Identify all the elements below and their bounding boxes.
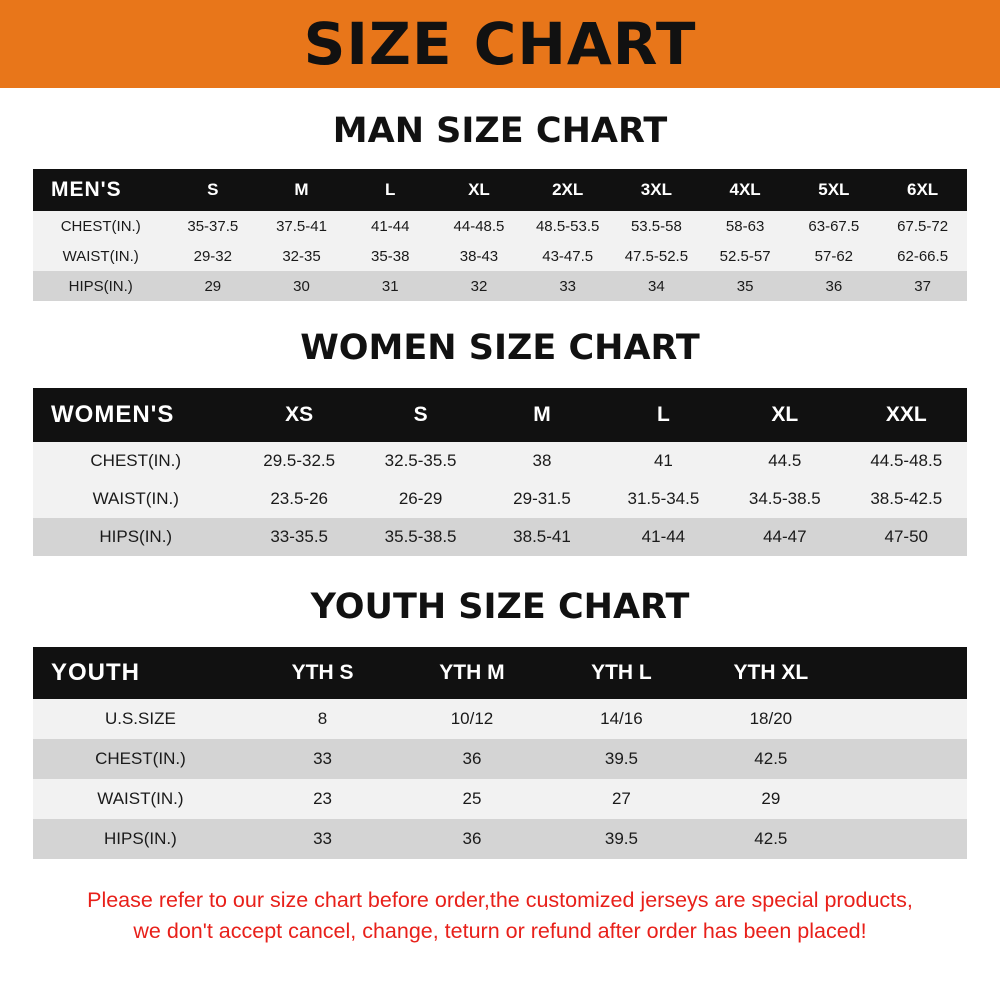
table-cell: 41 [653,451,673,470]
table-cell: 42.5 [754,749,788,768]
table-cell: 39.5 [604,749,638,768]
table-cell: 35-38 [371,247,410,265]
table-cell: 36 [825,277,843,295]
table-cell: 38.5-42.5 [870,489,943,508]
row-label: WAIST(IN.) [62,247,139,265]
table-cell: 41-44 [371,217,410,235]
table-cell: 44.5-48.5 [870,451,943,470]
table-cell: 23.5-26 [270,489,329,508]
table-cell: 38.5-41 [513,527,571,546]
row-label: WAIST(IN.) [97,789,184,808]
table-cell: 34 [648,277,665,295]
table-cell-empty [846,739,967,779]
table-cell: 30 [293,277,310,295]
table-cell: 37 [914,277,931,295]
women-size-table [33,388,967,556]
table-cell: 41-44 [641,527,686,546]
youth-header-cell: YTH S [291,661,354,684]
table-row [33,518,967,556]
youth-header-cell: YTH L [591,661,652,684]
women-header-cell: M [533,403,551,426]
youth-section-title: YOUTH SIZE CHART [310,587,690,627]
table-cell: 36 [462,749,482,768]
youth-header-cell: YTH M [439,661,505,684]
table-row [33,779,967,819]
table-cell: 8 [317,709,328,728]
man-header-cell: 5XL [818,180,850,199]
youth-header-cell: YOUTH [51,659,140,686]
table-cell: 14/16 [600,709,643,728]
table-cell: 39.5 [604,829,638,848]
table-cell: 35.5-38.5 [384,527,457,546]
table-cell-empty [846,819,967,859]
table-cell: 38-43 [459,247,499,265]
women-table-wrap [0,388,1000,556]
table-cell: 34.5-38.5 [748,489,821,508]
table-cell: 53.5-58 [630,217,682,235]
table-cell: 33 [313,829,332,848]
table-cell: 18/20 [749,709,793,728]
table-row [33,241,967,271]
table-cell: 47.5-52.5 [624,247,689,265]
footer-note [0,885,1000,946]
women-header-cell: WOMEN'S [51,401,175,428]
man-section-title: MAN SIZE CHART [332,111,668,151]
table-cell: 37.5-41 [276,217,327,235]
man-header-cell: 2XL [552,180,584,199]
table-cell: 23 [313,789,332,808]
table-cell: 47-50 [884,527,928,546]
row-label: CHEST(IN.) [95,749,186,768]
youth-header-spacer [846,647,967,699]
youth-table-wrap [0,647,1000,859]
table-cell: 58-63 [725,217,765,235]
table-cell: 44-47 [763,527,807,546]
row-label: CHEST(IN.) [90,451,182,470]
table-cell: 33-35.5 [270,527,329,546]
table-cell: 10/12 [450,709,494,728]
women-header-cell: L [656,403,670,426]
man-header-cell: S [207,180,219,199]
table-cell: 67.5-72 [897,217,949,235]
table-cell: 48.5-53.5 [535,217,600,235]
row-label: HIPS(IN.) [104,829,177,848]
table-cell: 36 [462,829,482,848]
table-row [33,211,967,241]
header-banner [0,0,1000,88]
table-cell: 42.5 [754,829,788,848]
man-header-cell: 6XL [907,180,939,199]
table-cell: 35-37.5 [187,217,239,235]
table-cell: 33 [313,749,332,768]
table-cell: 32.5-35.5 [384,451,457,470]
table-cell: 26-29 [398,489,443,508]
row-label: WAIST(IN.) [92,489,179,508]
man-header-cell: L [385,180,396,199]
women-header-cell: S [413,403,428,426]
women-table-header-row [33,388,967,442]
women-header-cell: XS [285,403,314,426]
man-header-cell: MEN'S [51,178,122,201]
man-table-header-row [33,169,967,211]
table-row [33,271,967,301]
table-row [33,699,967,739]
table-cell: 29-31.5 [513,489,571,508]
man-size-table [33,169,967,301]
row-label: CHEST(IN.) [60,217,141,235]
youth-header-cell: YTH XL [733,661,809,684]
table-cell: 32 [470,277,488,295]
footer-note-line1: Please refer to our size chart before order,the customized jerseys are special products, [87,888,913,912]
man-table-wrap [0,169,1000,301]
man-header-cell: 3XL [640,180,672,199]
table-cell: 38 [532,451,552,470]
row-label: HIPS(IN.) [68,277,133,295]
man-header-cell: XL [468,180,490,199]
row-label: U.S.SIZE [104,709,176,728]
table-cell: 29 [204,277,222,295]
man-header-cell: M [294,180,309,199]
table-row [33,739,967,779]
youth-size-table [33,647,967,859]
table-cell: 25 [462,789,482,808]
table-row [33,480,967,518]
table-cell: 31 [381,277,399,295]
table-row [33,819,967,859]
table-cell: 29-32 [193,247,232,265]
table-cell: 62-66.5 [897,247,949,265]
table-cell: 29.5-32.5 [263,451,336,470]
footer-note-line2: we don't accept cancel, change, teturn or refund after order has been placed! [133,918,867,943]
table-cell: 31.5-34.5 [627,489,700,508]
man-header-cell: 4XL [729,180,761,199]
table-cell: 52.5-57 [719,247,771,265]
table-cell-empty [846,779,967,819]
table-cell: 32-35 [282,247,321,265]
table-cell: 44.5 [768,451,802,470]
women-header-cell: XXL [885,403,927,426]
table-cell: 33 [559,277,577,295]
table-cell: 35 [736,277,754,295]
table-cell-empty [846,699,967,739]
women-header-cell: XL [771,403,799,426]
table-cell: 63-67.5 [808,217,860,235]
table-cell: 43-47.5 [542,247,594,265]
table-cell: 27 [611,789,631,808]
table-row [33,442,967,480]
page-title: SIZE CHART [303,10,697,78]
table-cell: 29 [761,789,781,808]
youth-table-header-row [33,647,967,699]
table-cell: 57-62 [814,247,854,265]
women-section-title: WOMEN SIZE CHART [300,328,700,368]
row-label: HIPS(IN.) [99,527,173,546]
table-cell: 44-48.5 [453,217,505,235]
